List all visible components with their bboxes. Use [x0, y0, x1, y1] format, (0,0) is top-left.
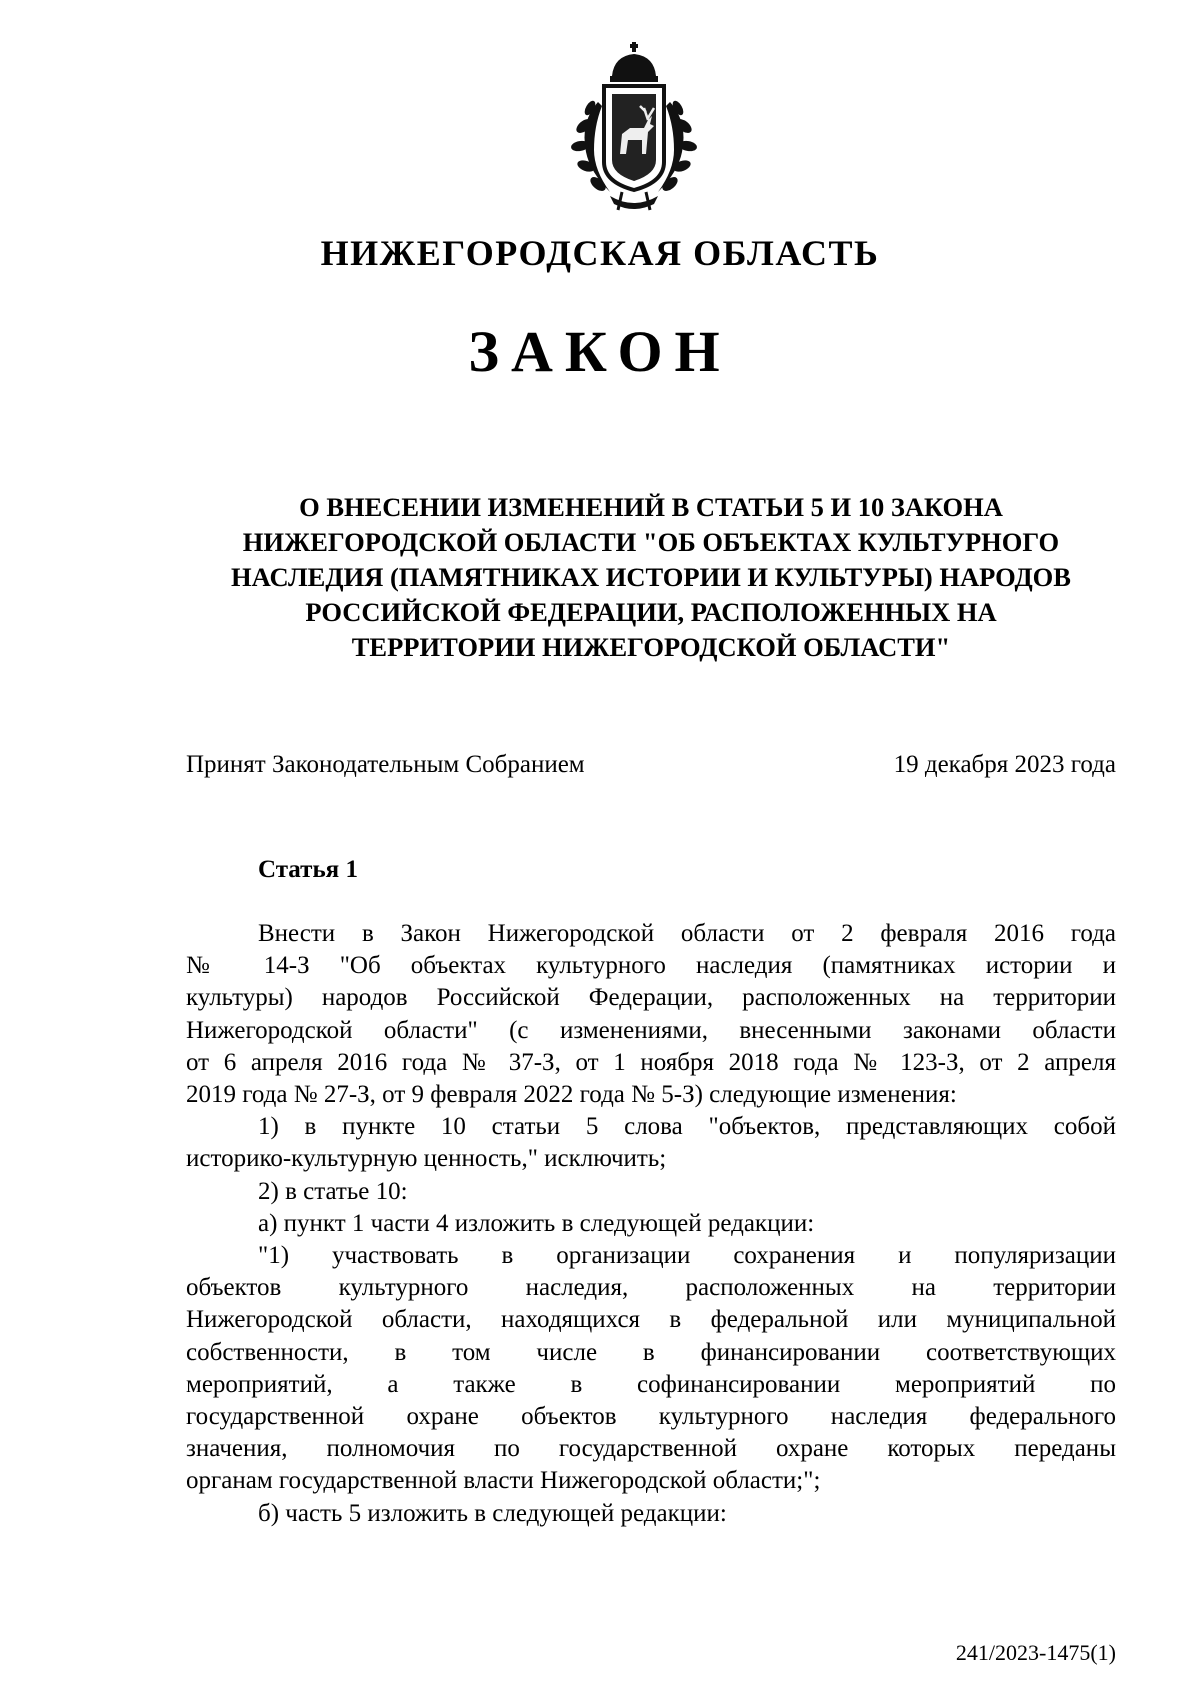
document-type: ЗАКОН [468, 319, 732, 384]
article-body [186, 918, 1116, 1530]
law-title-line: РОССИЙСКОЙ ФЕДЕРАЦИИ, РАСПОЛОЖЕННЫХ НА [305, 597, 997, 627]
document-code: 241/2023-1475(1) [955, 1640, 1116, 1665]
body-line: Нижегородской области" (с изменениями, внесенными законами области [186, 1016, 1116, 1044]
body-line: от 6 апреля 2016 года № 37-З, от 1 ноября 2018 года № 123-З, от 2 апреля [186, 1048, 1116, 1076]
body-line: органам государственной власти Нижегородской области;"; [186, 1467, 821, 1495]
law-title-line: НАСЛЕДИЯ (ПАМЯТНИКАХ ИСТОРИИ И КУЛЬТУРЫ) НАРОДОВ [231, 562, 1071, 592]
article-heading: Статья 1 [258, 856, 358, 883]
body-line: Нижегородской области, находящихся в федеральной или муниципальной [186, 1306, 1116, 1334]
body-line: значения, полномочия по государственной охране которых переданы [186, 1435, 1116, 1463]
body-line: культуры) народов Российской Федерации, расположенных на территории [186, 984, 1116, 1012]
body-line: а) пункт 1 части 4 изложить в следующей редакции: [258, 1209, 815, 1237]
body-line: объектов культурного наследия, расположенных на территории [186, 1274, 1116, 1302]
body-line: мероприятий, а также в софинансировании мероприятий по [186, 1370, 1116, 1398]
body-line: "1) участвовать в организации сохранения и популяризации [258, 1242, 1116, 1270]
body-line: 2) в статье 10: [258, 1177, 408, 1205]
body-line: государственной охране объектов культурного наследия федерального [186, 1403, 1116, 1431]
body-line: собственности, в том числе в финансировании соответствующих [186, 1338, 1116, 1366]
law-title-line: О ВНЕСЕНИИ ИЗМЕНЕНИЙ В СТАТЬИ 5 И 10 ЗАКОНА [299, 492, 1003, 522]
law-title-line: ТЕРРИТОРИИ НИЖЕГОРОДСКОЙ ОБЛАСТИ" [351, 632, 951, 662]
adopted-by: Принят Законодательным Собранием [186, 751, 585, 778]
body-line: б) часть 5 изложить в следующей редакции: [258, 1499, 727, 1527]
adoption-date: 19 декабря 2023 года [893, 751, 1116, 778]
body-line: историко-культурную ценность," исключить; [186, 1145, 667, 1173]
coat-of-arms-icon [560, 42, 708, 212]
body-line: 1) в пункте 10 статьи 5 слова "объектов, представляющих собой [258, 1113, 1116, 1141]
body-line: Внести в Закон Нижегородской области от 2 февраля 2016 года [258, 920, 1116, 947]
body-line: № 14-З "Об объектах культурного наследия (памятниках истории и [186, 952, 1116, 980]
adoption-line [186, 751, 1116, 779]
body-line: 2019 года № 27-З, от 9 февраля 2022 года № 5-З) следующие изменения: [186, 1081, 957, 1109]
law-title [186, 490, 1116, 665]
law-title-line: НИЖЕГОРОДСКОЙ ОБЛАСТИ "ОБ ОБЪЕКТАХ КУЛЬТУРНОГО [242, 527, 1060, 557]
region-name: НИЖЕГОРОДСКАЯ ОБЛАСТЬ [320, 233, 880, 273]
